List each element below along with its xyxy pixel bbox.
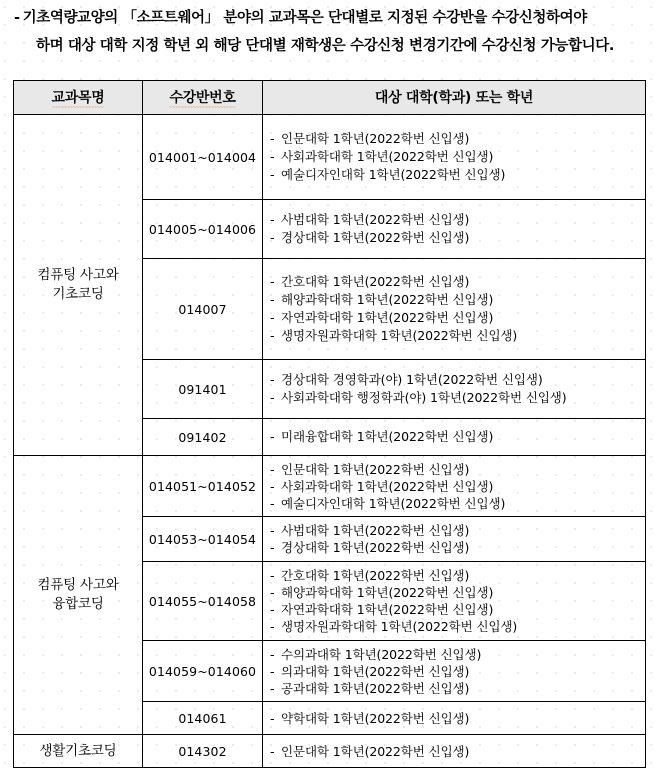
list-dash-icon: - bbox=[270, 585, 275, 600]
target-cell bbox=[263, 641, 646, 702]
class-number-cell: 014051~014052 bbox=[143, 456, 263, 517]
target-text: 인문대학 1학년(2022학번 신입생) bbox=[281, 461, 470, 477]
table-row bbox=[14, 735, 646, 768]
subject-cell bbox=[14, 115, 143, 456]
list-dash-icon: - bbox=[270, 212, 275, 227]
target-cell bbox=[263, 259, 646, 360]
target-text: 약학대학 1학년(2022학번 신입생) bbox=[281, 710, 470, 726]
list-dash-icon: - bbox=[270, 540, 275, 555]
target-cell bbox=[263, 115, 646, 200]
target-list-item bbox=[270, 663, 645, 680]
target-text: 해양과학대학 1학년(2022학번 신입생) bbox=[281, 292, 494, 307]
list-dash-icon: - bbox=[270, 274, 275, 289]
notice-block bbox=[0, 0, 667, 62]
list-dash-icon: - bbox=[270, 131, 275, 146]
target-list bbox=[270, 567, 645, 635]
target-list-item bbox=[270, 166, 645, 184]
list-dash-icon: - bbox=[270, 495, 275, 511]
target-text: 예술디자인대학 1학년(2022학번 신입생) bbox=[281, 167, 506, 182]
target-cell bbox=[263, 360, 646, 419]
target-list bbox=[270, 428, 645, 446]
class-number-cell: 014055~014058 bbox=[143, 562, 263, 641]
target-list-item bbox=[270, 680, 645, 697]
target-text: 생명자원과학대학 1학년(2022학번 신입생) bbox=[281, 619, 518, 634]
target-text: 공과대학 1학년(2022학번 신입생) bbox=[281, 680, 470, 696]
target-text: 사회과학대학 행정학과(야) 1학년(2022학번 신입생) bbox=[281, 390, 567, 405]
target-text: 자연과학대학 1학년(2022학번 신입생) bbox=[281, 602, 494, 617]
target-cell bbox=[263, 456, 646, 517]
target-text: 인문대학 1학년(2022학번 신입생) bbox=[281, 743, 470, 759]
target-list bbox=[270, 522, 645, 556]
target-list bbox=[270, 646, 645, 697]
target-cell bbox=[263, 419, 646, 456]
target-list-item bbox=[270, 229, 645, 247]
table-row bbox=[14, 456, 646, 517]
target-cell bbox=[263, 517, 646, 562]
target-list bbox=[270, 461, 645, 512]
target-list-item bbox=[270, 646, 645, 663]
list-dash-icon: - bbox=[270, 710, 275, 726]
target-list-item bbox=[270, 389, 645, 407]
table-header-row bbox=[14, 81, 646, 115]
list-dash-icon: - bbox=[270, 680, 275, 696]
list-dash-icon: - bbox=[270, 663, 275, 679]
subject-line-2: 융합코딩 bbox=[52, 596, 104, 612]
list-dash-icon: - bbox=[270, 167, 275, 182]
column-header-subject bbox=[14, 81, 143, 115]
list-dash-icon: - bbox=[270, 372, 275, 387]
column-header-target bbox=[263, 81, 646, 115]
class-number-cell: 014061 bbox=[143, 702, 263, 735]
class-number-cell: 091401 bbox=[143, 360, 263, 419]
table-row bbox=[14, 115, 646, 200]
list-dash-icon: - bbox=[270, 429, 275, 444]
target-text: 사범대학 1학년(2022학번 신입생) bbox=[281, 212, 470, 227]
list-dash-icon: - bbox=[270, 619, 275, 634]
target-text: 해양과학대학 1학년(2022학번 신입생) bbox=[281, 585, 494, 600]
list-dash-icon: - bbox=[270, 328, 275, 343]
target-text: 예술디자인대학 1학년(2022학번 신입생) bbox=[281, 495, 506, 511]
target-list-item bbox=[270, 273, 645, 291]
target-list-item bbox=[270, 461, 645, 478]
target-list-item bbox=[270, 327, 645, 345]
target-text: 간호대학 1학년(2022학번 신입생) bbox=[281, 568, 470, 583]
course-table bbox=[13, 80, 646, 768]
table-header bbox=[14, 81, 646, 115]
target-list-item bbox=[270, 148, 645, 166]
target-text: 경상대학 경영학과(야) 1학년(2022학번 신입생) bbox=[281, 372, 543, 387]
class-number-cell: 014053~014054 bbox=[143, 517, 263, 562]
class-number-cell: 014005~014006 bbox=[143, 200, 263, 259]
class-number-cell: 014302 bbox=[143, 735, 263, 768]
list-dash-icon: - bbox=[270, 390, 275, 405]
notice-dash-icon: - bbox=[14, 10, 20, 26]
target-text: 의과대학 1학년(2022학번 신입생) bbox=[281, 663, 470, 679]
target-list bbox=[270, 211, 645, 247]
class-number-cell: 014059~014060 bbox=[143, 641, 263, 702]
course-table-wrapper bbox=[13, 80, 645, 768]
class-number-cell: 091402 bbox=[143, 419, 263, 456]
list-dash-icon: - bbox=[270, 310, 275, 325]
target-cell bbox=[263, 200, 646, 259]
target-list-item bbox=[270, 130, 645, 148]
target-list bbox=[270, 130, 645, 184]
target-text: 사회과학대학 1학년(2022학번 신입생) bbox=[281, 478, 494, 494]
list-dash-icon: - bbox=[270, 230, 275, 245]
list-dash-icon: - bbox=[270, 646, 275, 662]
notice-line-2-text: 하며 대상 대학 지정 학년 외 해당 단대별 재학생은 수강신청 변경기간에 수강신청 가능합니다. bbox=[36, 38, 614, 54]
target-text: 간호대학 1학년(2022학번 신입생) bbox=[281, 274, 470, 289]
target-text: 수의과대학 1학년(2022학번 신입생) bbox=[281, 646, 482, 662]
target-cell bbox=[263, 562, 646, 641]
target-list-item bbox=[270, 309, 645, 327]
class-number-cell: 014007 bbox=[143, 259, 263, 360]
notice-line-1 bbox=[14, 4, 655, 32]
target-list-item bbox=[270, 710, 645, 727]
target-list-item bbox=[270, 291, 645, 309]
subject-line-2: 기초코딩 bbox=[52, 286, 104, 302]
target-text: 자연과학대학 1학년(2022학번 신입생) bbox=[281, 310, 494, 325]
table-body bbox=[14, 115, 646, 768]
target-list-item bbox=[270, 371, 645, 389]
notice-line-2 bbox=[14, 32, 655, 60]
list-dash-icon: - bbox=[270, 149, 275, 164]
list-dash-icon: - bbox=[270, 743, 275, 759]
target-list-item bbox=[270, 495, 645, 512]
target-cell bbox=[263, 702, 646, 735]
target-text: 사회과학대학 1학년(2022학번 신입생) bbox=[281, 149, 494, 164]
list-dash-icon: - bbox=[270, 568, 275, 583]
list-dash-icon: - bbox=[270, 292, 275, 307]
target-list-item bbox=[270, 211, 645, 229]
target-list-item bbox=[270, 539, 645, 556]
subject-cell bbox=[14, 456, 143, 735]
column-header-subject-label: 교과목명 bbox=[51, 90, 105, 106]
target-text: 사범대학 1학년(2022학번 신입생) bbox=[281, 523, 470, 538]
list-dash-icon: - bbox=[270, 461, 275, 477]
target-list-item bbox=[270, 478, 645, 495]
target-text: 생명자원과학대학 1학년(2022학번 신입생) bbox=[281, 328, 518, 343]
target-list-item bbox=[270, 618, 645, 635]
subject-line-1: 컴퓨팅 사고와 bbox=[37, 577, 119, 593]
target-list bbox=[270, 273, 645, 345]
list-dash-icon: - bbox=[270, 478, 275, 494]
column-header-class-no bbox=[143, 81, 263, 115]
subject-line-1: 컴퓨팅 사고와 bbox=[37, 267, 119, 283]
target-list-item bbox=[270, 522, 645, 539]
subject-cell bbox=[14, 735, 143, 768]
target-text: 경상대학 1학년(2022학번 신입생) bbox=[281, 540, 470, 555]
target-cell bbox=[263, 735, 646, 768]
target-list bbox=[270, 710, 645, 727]
column-header-class-no-label: 수강반번호 bbox=[169, 90, 236, 106]
target-text: 인문대학 1학년(2022학번 신입생) bbox=[281, 131, 470, 146]
column-header-target-label: 대상 대학(학과) 또는 학년 bbox=[374, 90, 534, 106]
target-list bbox=[270, 371, 645, 407]
target-text: 경상대학 1학년(2022학번 신입생) bbox=[281, 230, 470, 245]
list-dash-icon: - bbox=[270, 602, 275, 617]
notice-line-1-text: 기초역량교양의 「소프트웨어」 분야의 교과목은 단대별로 지정된 수강반을 수강신청하여야 bbox=[22, 10, 587, 26]
subject-line-1: 생활기초코딩 bbox=[39, 742, 117, 759]
list-dash-icon: - bbox=[270, 523, 275, 538]
target-list-item bbox=[270, 601, 645, 618]
target-text: 미래융합대학 1학년(2022학번 신입생) bbox=[281, 429, 494, 444]
target-list-item bbox=[270, 567, 645, 584]
target-list-item bbox=[270, 428, 645, 446]
target-list-item bbox=[270, 743, 645, 760]
target-list-item bbox=[270, 584, 645, 601]
target-list bbox=[270, 743, 645, 760]
class-number-cell: 014001~014004 bbox=[143, 115, 263, 200]
